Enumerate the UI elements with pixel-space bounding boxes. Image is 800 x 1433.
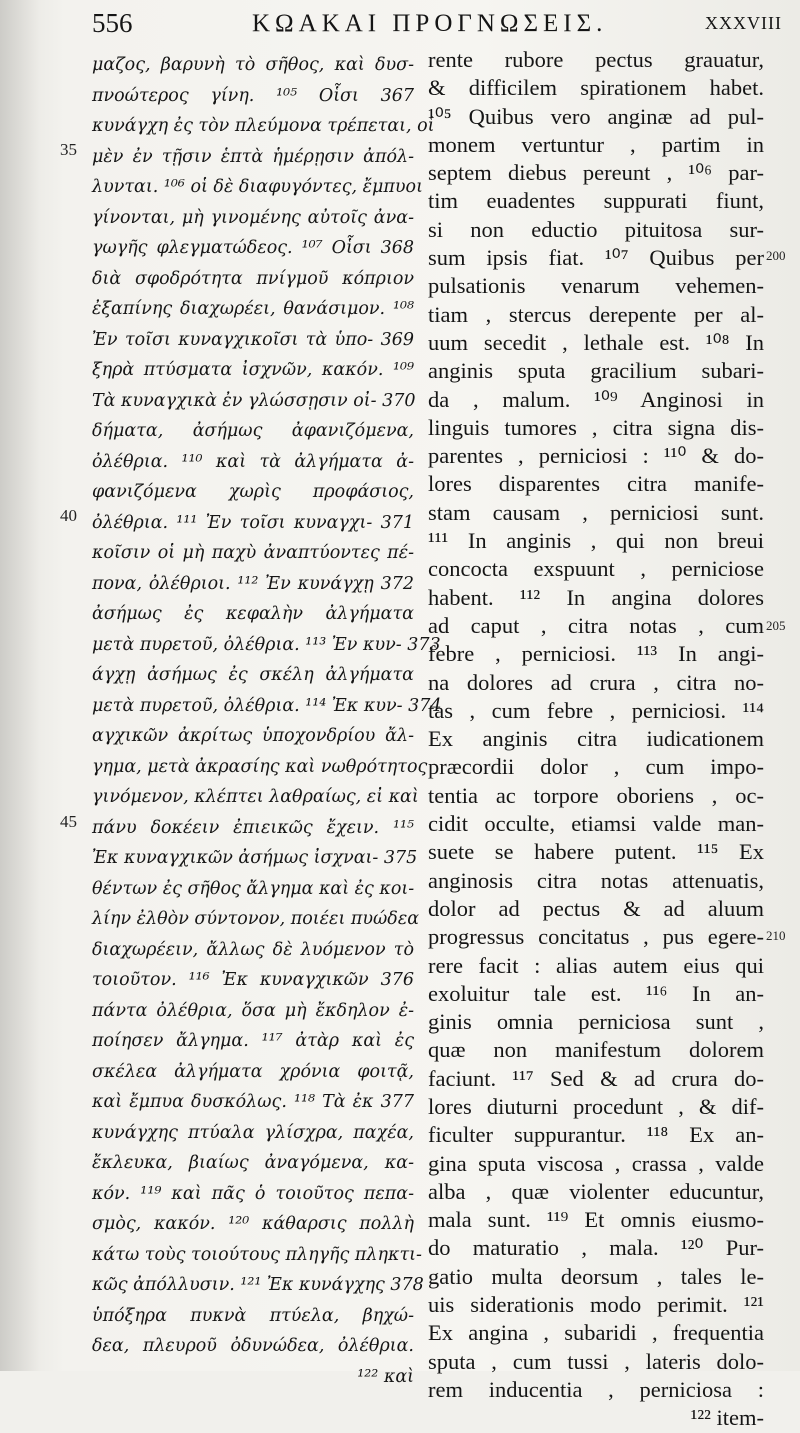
greek-text-line: κῶς ἀπόλλυσιν. ¹²¹ Ἐκ κυνάγχης 378	[92, 1275, 424, 1295]
latin-text-line: lores diuturni procedunt , & dif-	[428, 1093, 764, 1119]
greek-text-line: λίην ἐλθὸν σύντονον, ποιέει πυώδεα	[92, 909, 420, 929]
latin-text-line: Ex anginis citra iudicationem	[428, 726, 764, 752]
latin-text-line: ¹²² item-	[690, 1405, 764, 1431]
latin-text-line: concocta exspuunt , perniciose	[428, 556, 764, 582]
greek-text-line: κόν. ¹¹⁹ καὶ πᾶς ὁ τοιοῦτος πεπα-	[92, 1183, 414, 1204]
margin-line-number: 40	[60, 506, 77, 525]
latin-text-line: ginis omnia perniciosa sunt ,	[428, 1009, 764, 1035]
greek-text-line: πνοώτερος γίνη. ¹⁰⁵ Οἷσι 367	[92, 85, 414, 106]
latin-text-line: habent. ¹¹² In angina dolores	[428, 584, 764, 610]
greek-text-line: δεα, πλευροῦ ὀδυνώδεα, ὀλέθρια.	[92, 1336, 414, 1356]
latin-text-line: sum ipsis fiat. ¹⁰⁷ Quibus per	[428, 245, 764, 271]
greek-text-line: πάνυ δοκέειν ἐπιεικῶς ἔχειν. ¹¹⁵	[92, 817, 414, 838]
greek-text-line: ἔκλευκα, βιαίως ἀναγόμενα, κα-	[92, 1153, 414, 1173]
greek-text-line: ὀλέθρια. ¹¹⁰ καὶ τὰ ἀλγήματα ἀ-	[92, 451, 414, 472]
latin-text-line: progressus concitatus , pus egere-	[428, 924, 764, 950]
greek-text-line: γίνονται, μὴ γινομένης αὐτοῖς ἀνα-	[92, 207, 414, 228]
latin-text-line: cidit occulte, etiamsi valde man-	[428, 811, 764, 837]
greek-text-line: ὀλέθρια. ¹¹¹ Ἐν τοῖσι κυναγχι- 371	[92, 512, 414, 533]
running-title: ΚΩΑΚΑΙ ΠΡΟΓΝΩΣΕΙΣ.	[252, 10, 608, 37]
greek-text-line: ποίησεν ἄλγημα. ¹¹⁷ ἀτὰρ καὶ ἐς	[92, 1031, 414, 1051]
latin-text-line: monem vertuntur , partim in	[428, 131, 764, 157]
latin-text-line: faciunt. ¹¹⁷ Sed & ad crura do-	[428, 1065, 764, 1091]
greek-text-line: μὲν ἐν τῇσιν ἑπτὰ ἡμέρῃσιν ἀπόλ-	[92, 146, 414, 167]
greek-text-line: Τὰ κυναγχικὰ ἐν γλώσσῃσιν οἰ- 370	[92, 390, 416, 411]
latin-text-line: uum secedit , lethale est. ¹⁰⁸ In	[428, 329, 764, 355]
greek-text-line: διαχωρέειν, ἄλλως δὲ λυόμενον τὸ	[92, 939, 414, 960]
margin-line-number: 45	[60, 812, 77, 831]
greek-text-column	[92, 50, 442, 1392]
latin-text-line: alba , quæ violenter educuntur,	[428, 1178, 764, 1204]
latin-text-line: ad caput , citra notas , cum	[428, 612, 764, 638]
greek-text-line: φανιζόμενα χωρὶς προφάσιος,	[92, 482, 414, 502]
greek-text-line: ἐξαπίνης διαχωρέει, θανάσιμον. ¹⁰⁸	[92, 299, 414, 319]
margin-line-number: 35	[60, 140, 77, 159]
greek-text-line: Ἐκ κυναγχικῶν ἀσήμως ἰσχναι- 375	[92, 848, 418, 868]
greek-text-line: τοιοῦτον. ¹¹⁶ Ἐκ κυναγχικῶν 376	[92, 970, 414, 990]
greek-text-line: κοῖσιν οἱ μὴ παχὺ ἀναπτύοντες πέ-	[92, 543, 414, 563]
greek-text-line: γωγῆς φλεγματώδεος. ¹⁰⁷ Οἷσι 368	[92, 238, 414, 258]
greek-text-line: πάντα ὀλέθρια, ὅσα μὴ ἔκδηλον ἐ-	[92, 1000, 414, 1021]
latin-text-line: linguis tumores , citra signa dis-	[428, 414, 764, 440]
latin-text-line: tim euadentes suppurati fiunt,	[428, 188, 764, 214]
latin-text-line: da , malum. ¹⁰⁹ Anginosi in	[428, 386, 764, 412]
latin-text-line: ficulter suppurantur. ¹¹⁸ Ex an-	[428, 1122, 764, 1148]
latin-text-line: pulsationis venarum vehemen-	[428, 273, 764, 299]
greek-text-line: ὑπόξηρα πυκνὰ πτύελα, βηχώ-	[92, 1305, 414, 1326]
margin-line-number: 210	[766, 928, 786, 943]
greek-text-line: καὶ ἔμπυα δυσκόλως. ¹¹⁸ Τὰ ἐκ 377	[92, 1092, 414, 1112]
latin-text-line: anginis sputa gracilium subari-	[428, 358, 764, 384]
greek-text-line: διὰ σφοδρότητα πνίγμοῦ κόπριον	[92, 268, 414, 289]
latin-text-column	[428, 46, 764, 1433]
greek-text-line: άγχῃ ἀσήμως ἐς σκέλη ἀλγήματα	[92, 665, 414, 685]
latin-text-line: si non eductio pituitosa sur-	[428, 216, 764, 242]
greek-text-line: γινόμενον, κλέπτει λαθραίως, εἰ καὶ	[92, 787, 419, 807]
latin-text-line: exoluitur tale est. ¹¹⁶ In an-	[428, 980, 764, 1006]
latin-text-line: tiam , stercus derepente per al-	[428, 301, 764, 327]
greek-text-line: μετὰ πυρετοῦ, ὀλέθρια. ¹¹⁴ Ἐκ κυν- 374	[92, 695, 442, 716]
greek-text-line: ¹²² καὶ	[357, 1366, 414, 1387]
greek-text-line: ἀσήμως ἐς κεφαλὴν ἀλγήματα	[92, 604, 414, 624]
latin-text-line: septem diebus pereunt , ¹⁰⁶ par-	[428, 160, 764, 186]
greek-text-line: ξηρὰ πτύσματα ἰσχνῶν, κακόν. ¹⁰⁹	[92, 360, 414, 380]
latin-text-line: do maturatio , mala. ¹²⁰ Pur-	[428, 1235, 764, 1261]
gutter-shadow	[0, 0, 40, 1371]
latin-text-line: tas , cum febre , perniciosi. ¹¹⁴	[428, 697, 764, 723]
latin-text-line: mala sunt. ¹¹⁹ Et omnis eiusmo-	[428, 1207, 764, 1233]
latin-text-line: dolor ad pectus & ad aluum	[428, 895, 764, 921]
greek-text-line: θέντων ἐς σῆθος ἄλγημα καὶ ἐς κοι-	[92, 878, 415, 899]
greek-text-line: μετὰ πυρετοῦ, ὀλέθρια. ¹¹³ Ἐν κυν- 373	[92, 634, 441, 655]
latin-text-line: sputa , cum tussi , lateris dolo-	[428, 1348, 764, 1374]
latin-text-line: gatio multa deorsum , tales le-	[428, 1263, 764, 1289]
greek-text-line: κάτω τοὺς τοιούτους πληγῆς πληκτι-	[92, 1244, 422, 1265]
greek-text-line: αγχικῶν ἀκρίτως ὑποχονδρίου ἄλ-	[92, 726, 414, 746]
latin-text-line: uis siderationis modo perimit. ¹²¹	[428, 1292, 764, 1318]
latin-text-line: gina sputa viscosa , crassa , valde	[428, 1150, 764, 1176]
latin-text-line: febre , perniciosi. ¹¹³ In angi-	[428, 641, 764, 667]
latin-text-line: parentes , perniciosi : ¹¹⁰ & do-	[428, 443, 764, 469]
page-header	[92, 8, 782, 48]
greek-text-line: σκέλεα ἀλγήματα χρόνια φοιτᾷ,	[92, 1061, 414, 1082]
greek-text-line: κυνάγχης πτύαλα γλίσχρα, παχέα,	[92, 1122, 414, 1143]
latin-text-line: rem inducentia , perniciosa :	[428, 1376, 764, 1402]
latin-text-line: lores disparentes citra manife-	[428, 471, 764, 497]
greek-text-line: σμὸς, κακόν. ¹²⁰ κάθαρσις πολλὴ	[92, 1214, 414, 1234]
latin-text-line: suete se habere putent. ¹¹⁵ Ex	[428, 839, 764, 865]
greek-text-line: πονα, ὀλέθριοι. ¹¹² Ἐν κυνάγχῃ 372	[92, 573, 414, 594]
greek-text-line: Ἐν τοῖσι κυναγχικοῖσι τὰ ὑπο- 369	[92, 329, 414, 350]
latin-text-line: stam causam , perniciosi sunt.	[428, 499, 764, 525]
latin-text-line: anginosis citra notas attenuatis,	[428, 867, 764, 893]
greek-text-line: μαζος, βαρυνὴ τὸ σῆθος, καὶ δυσ-	[92, 55, 414, 75]
latin-text-line: & difficilem spirationem habet.	[428, 75, 764, 101]
greek-text-line: γημα, μετὰ ἀκρασίης καὶ νωθρότητος	[92, 756, 428, 777]
latin-text-line: na dolores ad crura , citra no-	[428, 669, 764, 695]
margin-line-number: 200	[766, 248, 786, 263]
section-number: XXXVIII	[705, 13, 782, 33]
latin-text-line: præcordii dolor , cum impo-	[428, 754, 764, 780]
greek-text-line: δήματα, ἀσήμως ἀφανιζόμενα,	[92, 421, 414, 441]
latin-text-line: rente rubore pectus grauatur,	[428, 47, 764, 72]
latin-text-line: rere facit : alias autem eius qui	[428, 952, 764, 978]
latin-text-line: tentia ac torpore oboriens , oc-	[428, 782, 764, 808]
latin-text-line: ¹⁰⁵ Quibus vero anginæ ad pul-	[428, 103, 764, 129]
margin-line-number: 205	[766, 618, 786, 633]
latin-text-line: Ex angina , subaridi , frequentia	[428, 1320, 764, 1346]
greek-text-line: κυνάγχη ἐς τὸν πλεύμονα τρέπεται, οἱ	[92, 116, 435, 136]
latin-text-line: ¹¹¹ In anginis , qui non breui	[428, 528, 764, 554]
latin-text-line: quæ non manifestum dolorem	[428, 1037, 764, 1063]
greek-text-line: λυνται. ¹⁰⁶ οἱ δὲ διαφυγόντες, ἔμπυοι	[92, 177, 423, 197]
page-number: 556	[92, 8, 133, 38]
